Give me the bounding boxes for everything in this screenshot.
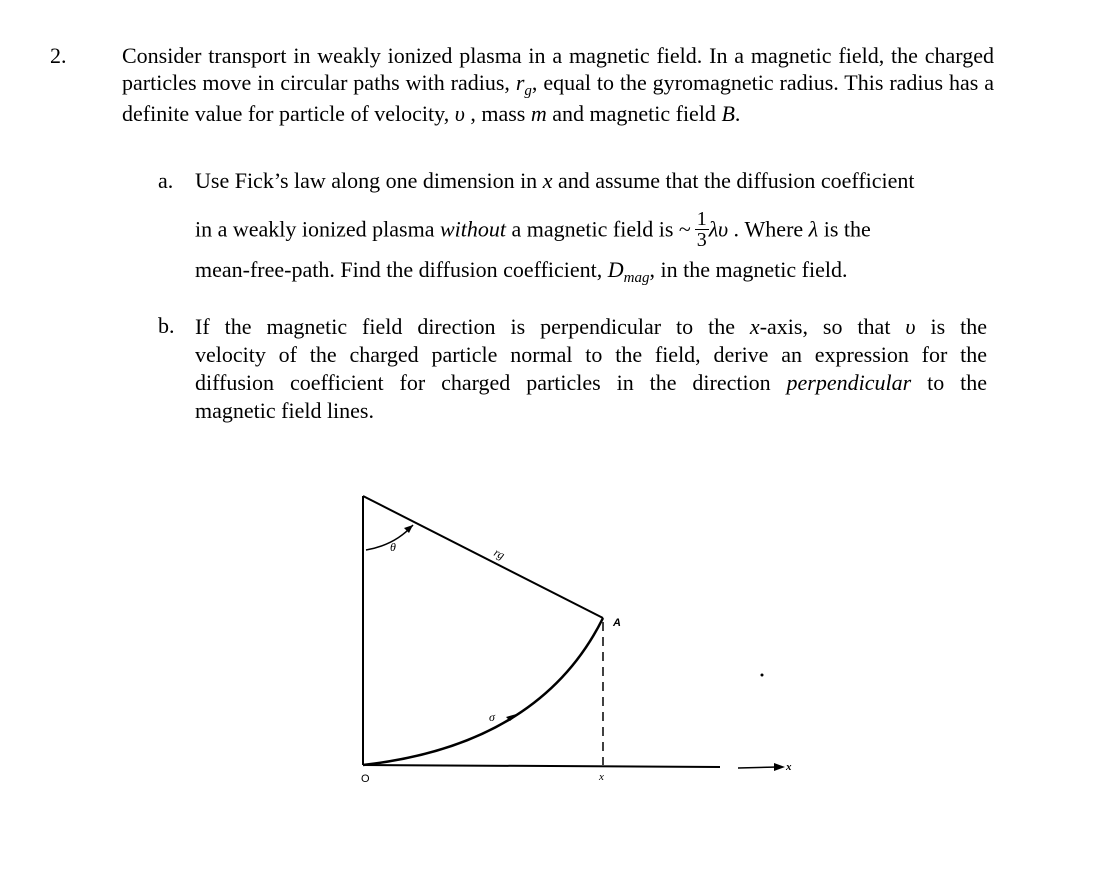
part-b-line-2: velocity of the charged particle normal to the field, derive an expression for the — [195, 342, 987, 367]
label-x-axis: x — [786, 761, 792, 773]
problem-intro: Consider transport in weakly ionized plasma in a magnetic field. In a magnetic field, the charged particles move in circular paths with radius, $r_g$, equal to the gyromagnetic radius. This radius has a definite value for particle of velocity, υ , mass m and magnetic field B. — [122, 43, 994, 126]
x-axis-arrowhead — [774, 763, 785, 771]
part-b-line-4: magnetic field lines. — [195, 398, 374, 423]
figure-dot — [761, 674, 764, 677]
label-x-point: x — [599, 771, 604, 783]
figure-base-line — [363, 765, 720, 767]
fraction-one-third: $\frac{1}{3}$ — [696, 208, 707, 251]
part-a-line-2: in a weakly ionized plasma without a magnetic field is ~ $\frac{1}{3}$ λυ . Where λ is the — [195, 208, 871, 251]
label-sigma: σ — [489, 710, 495, 724]
figure-radius-line — [363, 496, 603, 618]
label-rg: rg — [491, 545, 508, 563]
part-b-line-3: diffusion coefficient for charged particles in the direction perpendicular to the — [195, 370, 987, 395]
figure-arc — [363, 618, 603, 765]
part-a-line-1: Use Fick’s law along one dimension in x and assume that the diffusion coefficient — [195, 168, 915, 193]
part-b-label: b. — [158, 313, 175, 338]
label-origin: O — [361, 773, 370, 785]
label-theta: θ — [390, 540, 396, 554]
part-b-line-1: If the magnetic field direction is perpendicular to the x-axis, so that υ is the — [195, 314, 987, 339]
label-A: A — [613, 617, 621, 629]
part-a-label: a. — [158, 168, 174, 193]
problem-number: 2. — [50, 43, 67, 68]
x-axis-arrow-line — [738, 767, 778, 768]
part-a-line-3: mean-free-path. Find the diffusion coefficient, $D_{mag}$, in the magnetic field. — [195, 257, 848, 286]
